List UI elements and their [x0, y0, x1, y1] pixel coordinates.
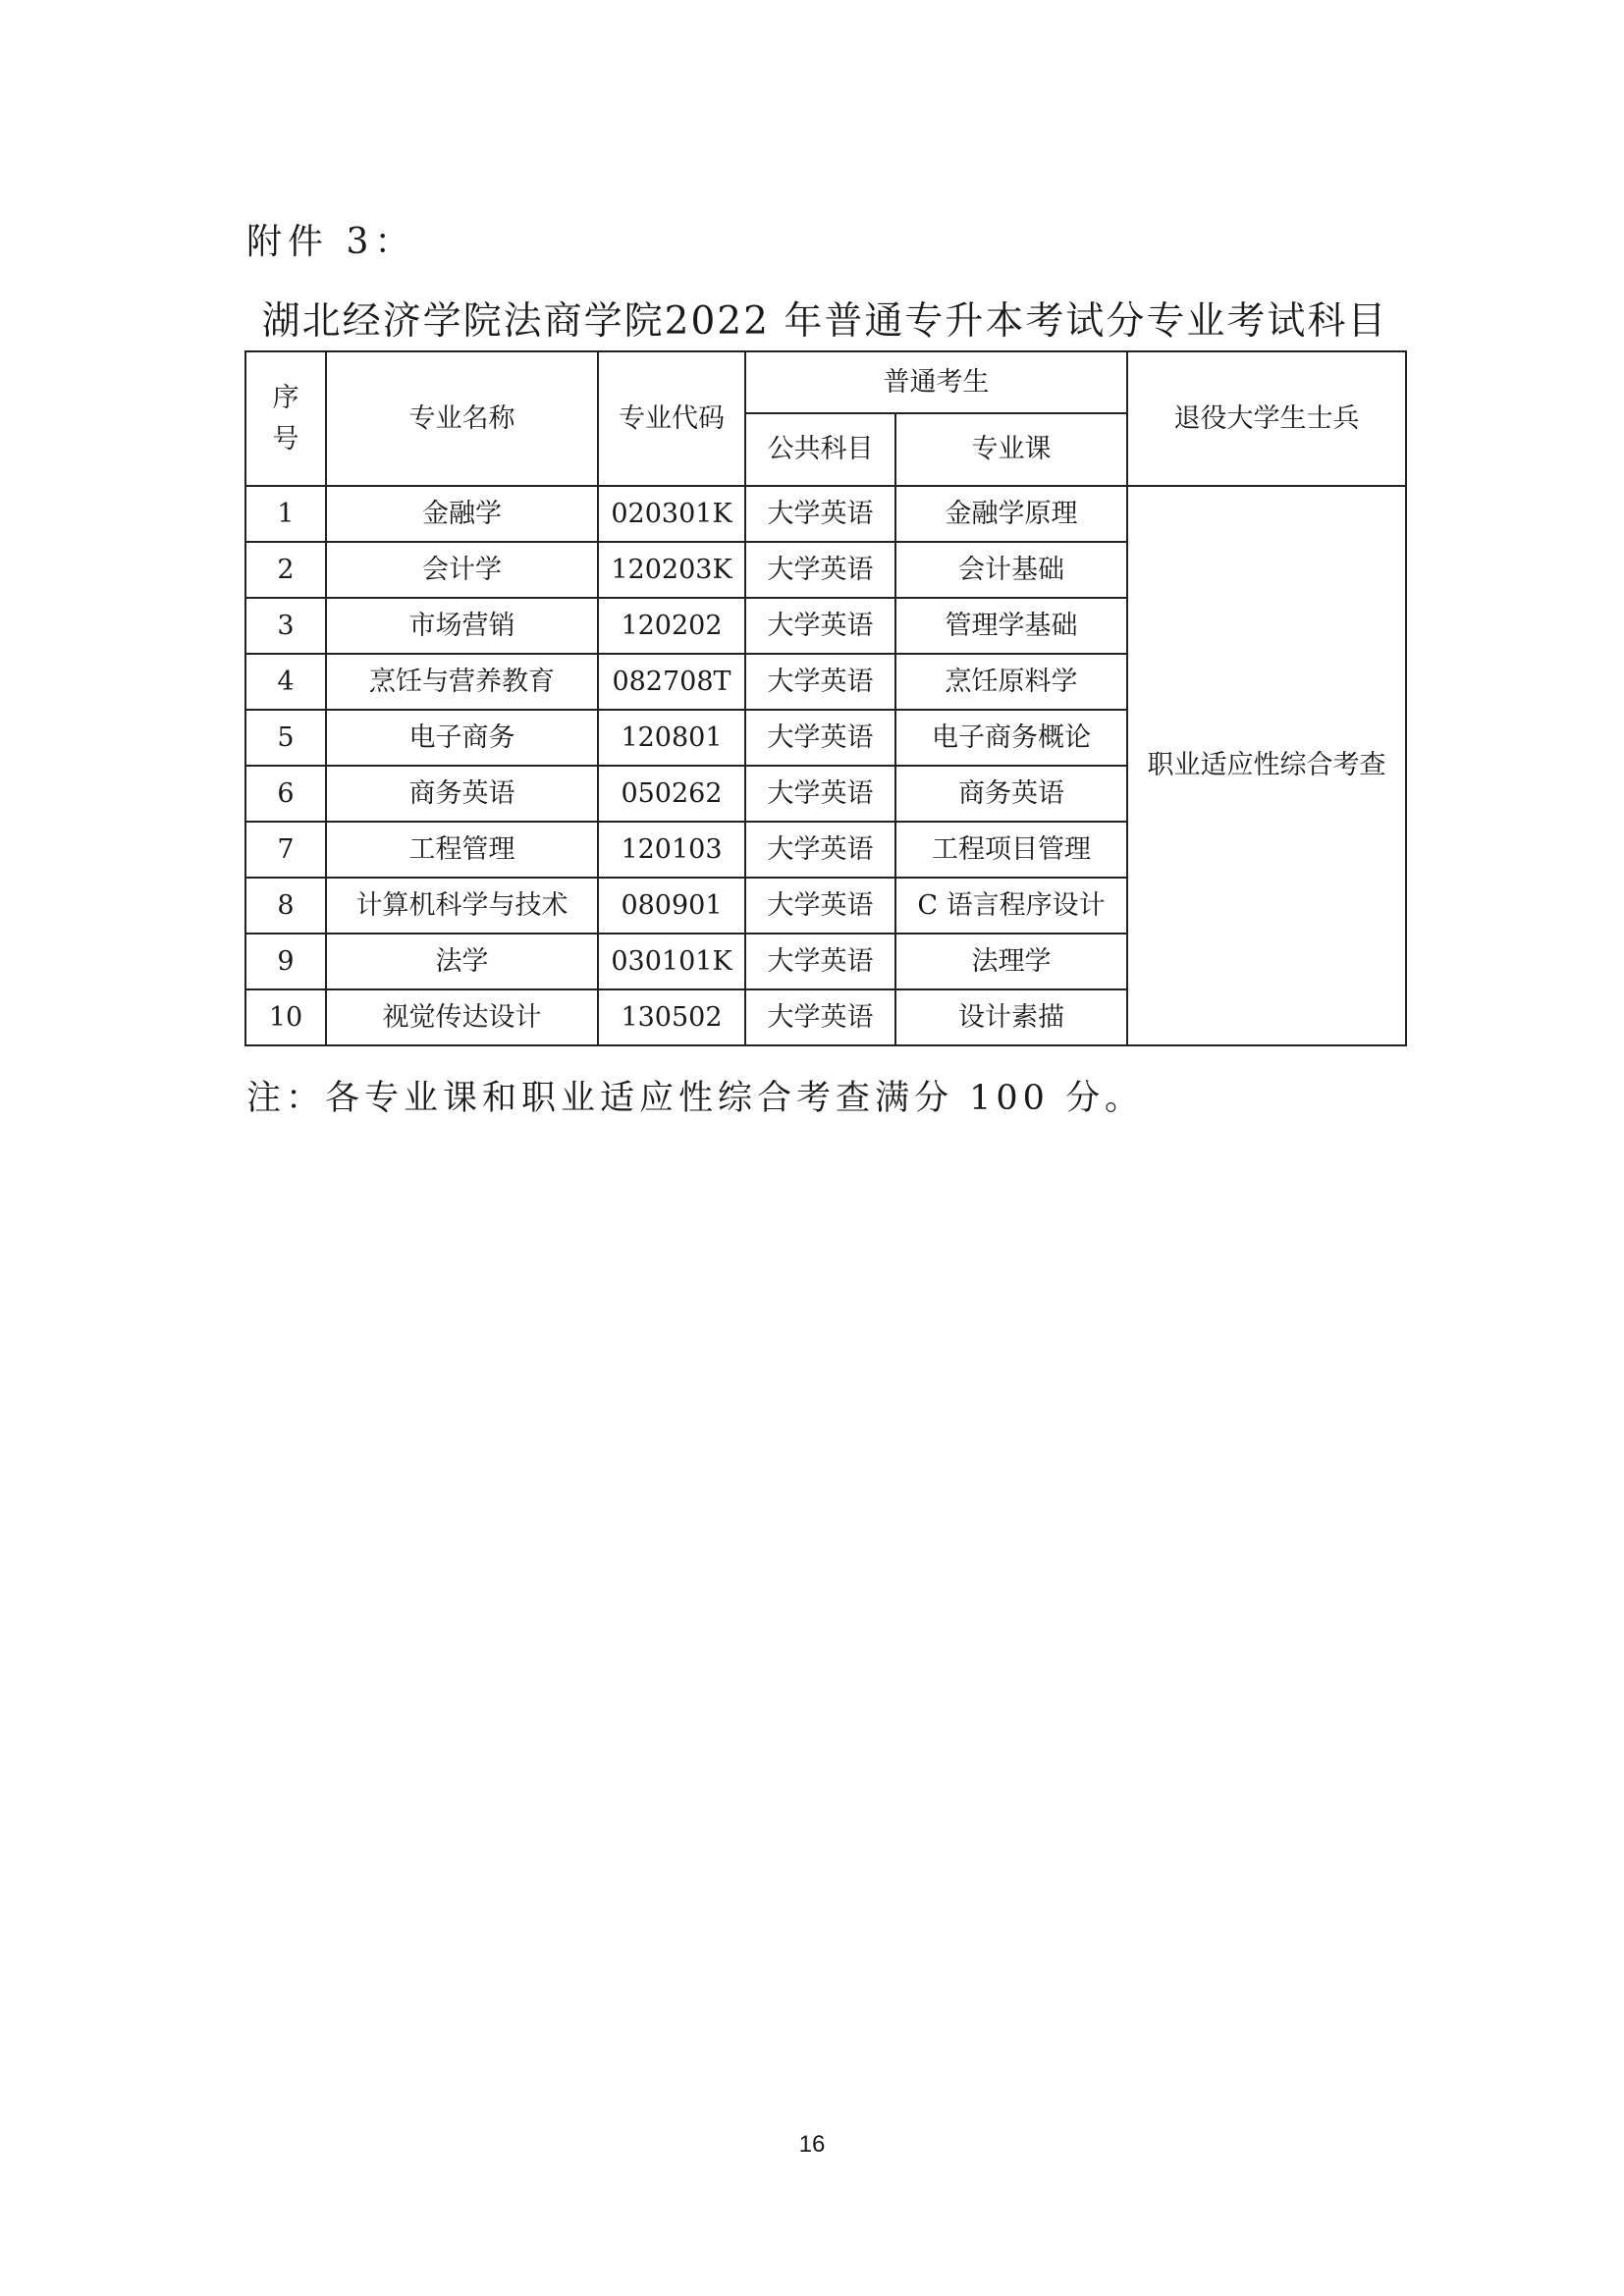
page-number: 16 [798, 2131, 826, 2158]
cell-seq: 4 [245, 654, 326, 710]
cell-seq: 7 [245, 822, 326, 878]
cell-public-subject: 大学英语 [745, 486, 895, 542]
footnote: 注：各专业课和职业适应性综合考查满分 100 分。 [246, 1079, 1145, 1118]
cell-major-course: 电子商务概论 [895, 710, 1127, 766]
cell-major-course: 烹饪原料学 [895, 654, 1127, 710]
cell-major-course: C 语言程序设计 [895, 878, 1127, 934]
header-row-1 [245, 351, 1406, 413]
cell-public-subject: 大学英语 [745, 654, 895, 710]
header-major-code: 专业代码 [598, 351, 745, 486]
cell-seq: 2 [245, 542, 326, 598]
header-major-course: 专业课 [895, 413, 1127, 486]
cell-public-subject: 大学英语 [745, 710, 895, 766]
cell-major-name: 工程管理 [326, 822, 598, 878]
document-title: 湖北经济学院法商学院2022 年普通专升本考试分专业考试科目 [261, 299, 1388, 344]
cell-major-code: 120103 [598, 822, 745, 878]
cell-major-course: 工程项目管理 [895, 822, 1127, 878]
cell-seq: 8 [245, 878, 326, 934]
cell-major-course: 商务英语 [895, 766, 1127, 822]
table-row [245, 486, 1406, 542]
cell-major-course: 会计基础 [895, 542, 1127, 598]
cell-major-code: 080901 [598, 878, 745, 934]
cell-public-subject: 大学英语 [745, 934, 895, 989]
cell-major-name: 商务英语 [326, 766, 598, 822]
cell-major-code: 030101K [598, 934, 745, 989]
header-seq-text [246, 378, 325, 460]
cell-seq: 6 [245, 766, 326, 822]
table-body [245, 351, 1406, 1045]
cell-major-name: 电子商务 [326, 710, 598, 766]
header-veterans: 退役大学生士兵 [1127, 351, 1406, 486]
cell-major-name: 法学 [326, 934, 598, 989]
cell-seq: 5 [245, 710, 326, 766]
attachment-label: 附件 3： [246, 222, 416, 262]
header-major-name: 专业名称 [326, 351, 598, 486]
cell-seq: 10 [245, 989, 326, 1045]
cell-major-name: 视觉传达设计 [326, 989, 598, 1045]
cell-major-course: 管理学基础 [895, 598, 1127, 654]
cell-major-name: 会计学 [326, 542, 598, 598]
cell-major-code: 120202 [598, 598, 745, 654]
header-seq [245, 351, 326, 486]
cell-major-code: 020301K [598, 486, 745, 542]
cell-major-code: 120801 [598, 710, 745, 766]
cell-seq: 1 [245, 486, 326, 542]
cell-major-code: 130502 [598, 989, 745, 1045]
cell-major-code: 050262 [598, 766, 745, 822]
cell-seq: 9 [245, 934, 326, 989]
header-regular-students: 普通考生 [745, 351, 1127, 413]
cell-public-subject: 大学英语 [745, 822, 895, 878]
cell-major-code: 082708T [598, 654, 745, 710]
cell-major-name: 市场营销 [326, 598, 598, 654]
cell-public-subject: 大学英语 [745, 878, 895, 934]
cell-seq: 3 [245, 598, 326, 654]
cell-veterans-exam: 职业适应性综合考查 [1127, 486, 1406, 1045]
cell-major-name: 烹饪与营养教育 [326, 654, 598, 710]
cell-public-subject: 大学英语 [745, 766, 895, 822]
cell-public-subject: 大学英语 [745, 542, 895, 598]
header-public-subject: 公共科目 [745, 413, 895, 486]
cell-major-course: 法理学 [895, 934, 1127, 989]
header-seq-label: 序号 [272, 382, 299, 454]
exam-subjects-table [244, 350, 1407, 1046]
cell-public-subject: 大学英语 [745, 989, 895, 1045]
cell-public-subject: 大学英语 [745, 598, 895, 654]
cell-major-name: 金融学 [326, 486, 598, 542]
cell-major-name: 计算机科学与技术 [326, 878, 598, 934]
cell-major-code: 120203K [598, 542, 745, 598]
cell-major-course: 设计素描 [895, 989, 1127, 1045]
cell-major-course: 金融学原理 [895, 486, 1127, 542]
